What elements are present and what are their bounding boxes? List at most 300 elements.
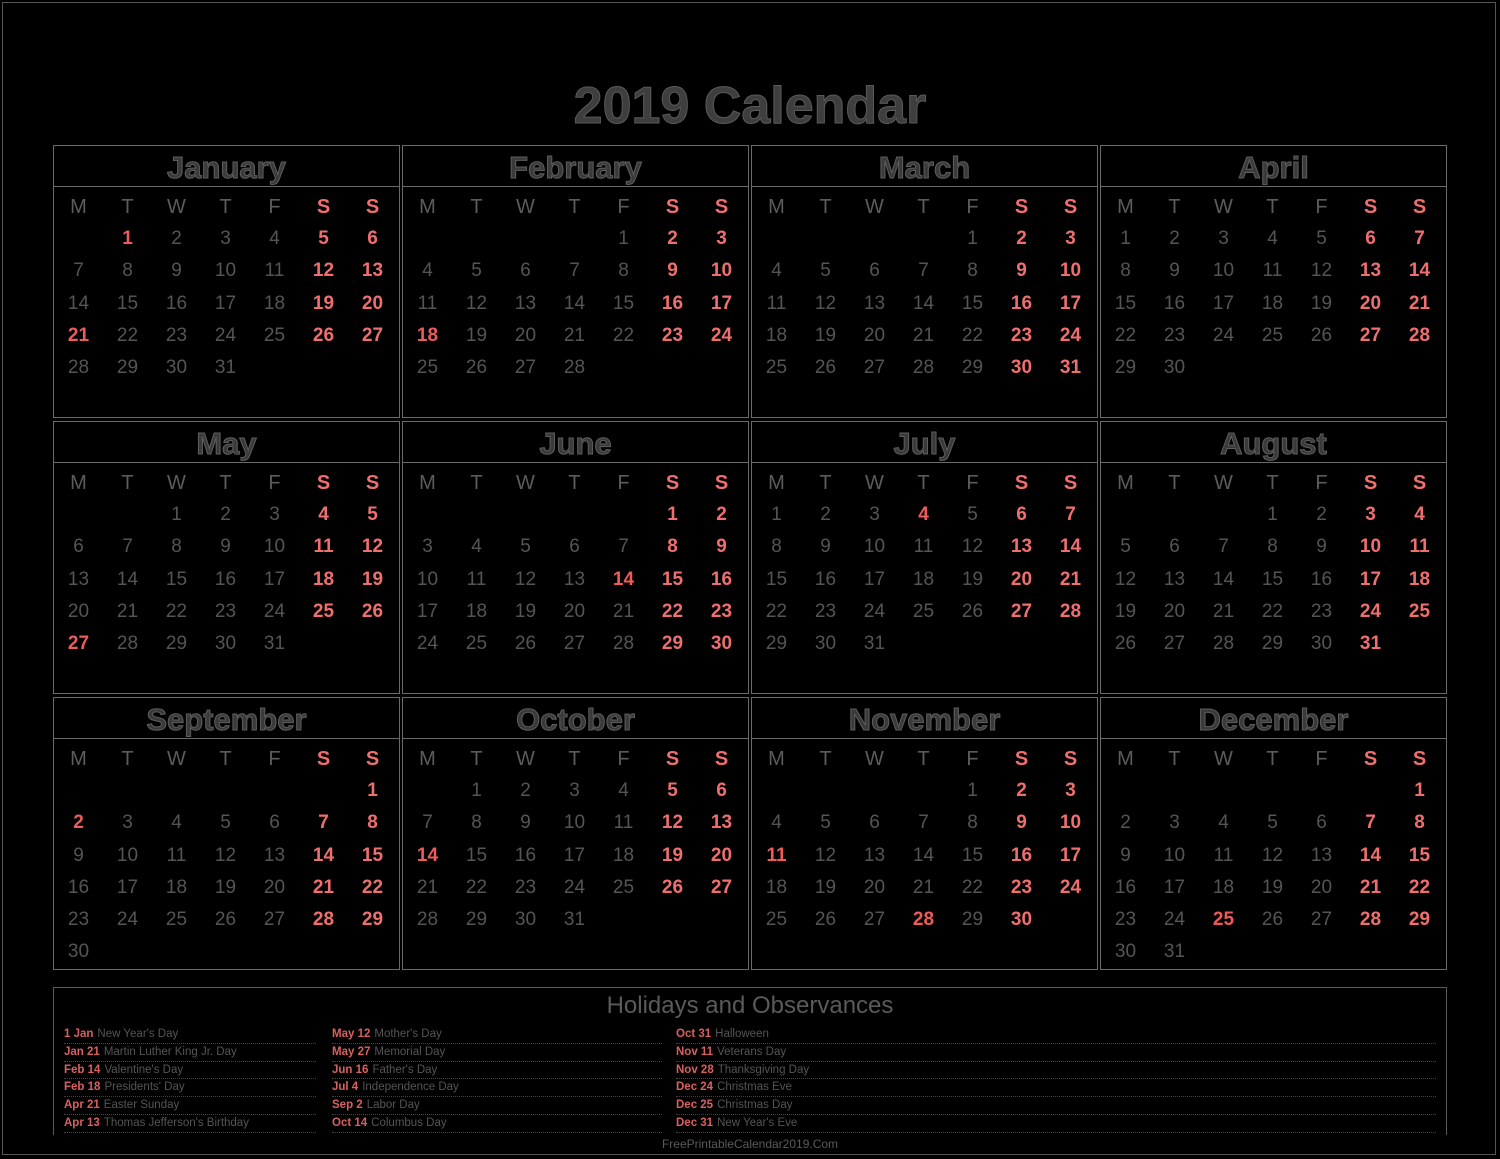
holiday-item bbox=[332, 1097, 662, 1115]
empty-cell bbox=[403, 775, 452, 807]
empty-cell bbox=[1199, 775, 1248, 807]
weekday-header: S bbox=[1412, 472, 1427, 494]
day-cell: 1 bbox=[1120, 228, 1131, 249]
day-cell: 7 bbox=[1414, 228, 1425, 249]
day-cell: 25 bbox=[263, 324, 286, 346]
day-cell: 4 bbox=[171, 812, 182, 834]
holiday-name: Labor Day bbox=[366, 1099, 420, 1112]
day-cell: 7 bbox=[918, 260, 929, 282]
day-cell: 19 bbox=[961, 568, 984, 590]
weekday-header: T bbox=[1266, 196, 1279, 218]
holiday-name: Presidents' Day bbox=[104, 1081, 185, 1094]
weekday-header: T bbox=[1168, 472, 1181, 494]
holiday-date: 1 Jan bbox=[64, 1028, 94, 1040]
day-cell: 11 bbox=[1262, 260, 1283, 282]
day-cell: 12 bbox=[814, 292, 837, 314]
weekday-header: S bbox=[316, 748, 331, 770]
empty-cell bbox=[1297, 775, 1346, 807]
day-cell: 1 bbox=[771, 504, 782, 525]
day-cell: 28 bbox=[1059, 600, 1082, 622]
day-cell: 22 bbox=[116, 324, 139, 346]
empty-cell bbox=[54, 223, 103, 255]
day-cell: 22 bbox=[165, 600, 188, 622]
day-cell: 2 bbox=[1169, 228, 1180, 249]
day-cell: 4 bbox=[1218, 812, 1229, 834]
day-cell: 1 bbox=[967, 780, 978, 801]
day-cell: 28 bbox=[416, 909, 439, 931]
day-cell: 24 bbox=[1163, 909, 1186, 931]
day-cell: 26 bbox=[814, 909, 837, 931]
holiday-item bbox=[64, 1062, 316, 1080]
weekday-header: S bbox=[1063, 196, 1078, 218]
day-cell: 17 bbox=[263, 568, 286, 590]
day-cell: 31 bbox=[1163, 941, 1186, 963]
day-cell: 5 bbox=[367, 504, 378, 525]
holiday-date: May 12 bbox=[332, 1028, 371, 1040]
weekday-header: T bbox=[470, 196, 483, 218]
day-cell: 25 bbox=[312, 600, 335, 622]
day-grid bbox=[1101, 187, 1446, 384]
empty-cell bbox=[403, 499, 452, 531]
day-cell: 27 bbox=[863, 909, 886, 931]
day-cell: 16 bbox=[661, 292, 684, 314]
day-cell: 25 bbox=[465, 633, 488, 655]
weekday-header: M bbox=[1117, 196, 1134, 218]
day-cell: 18 bbox=[1261, 292, 1284, 314]
day-cell: 9 bbox=[1016, 812, 1027, 834]
month-name: April bbox=[1101, 146, 1446, 187]
holiday-name: Memorial Day bbox=[374, 1045, 446, 1058]
holiday-date: Jul 4 bbox=[332, 1081, 359, 1094]
weekday-header: F bbox=[268, 472, 281, 494]
day-cell: 2 bbox=[716, 504, 727, 525]
day-cell: 6 bbox=[569, 536, 580, 558]
day-cell: 23 bbox=[165, 324, 188, 346]
weekday-header: T bbox=[1266, 748, 1279, 770]
month-name: August bbox=[1101, 422, 1446, 463]
day-cell: 23 bbox=[1114, 909, 1137, 931]
day-cell: 7 bbox=[1218, 536, 1229, 558]
day-cell: 2 bbox=[667, 228, 678, 249]
day-cell: 5 bbox=[520, 536, 531, 558]
day-cell: 4 bbox=[471, 536, 482, 558]
day-cell: 20 bbox=[1359, 292, 1382, 314]
weekday-header: W bbox=[865, 196, 884, 218]
day-cell: 28 bbox=[1212, 633, 1235, 655]
day-cell: 14 bbox=[116, 568, 139, 590]
empty-cell bbox=[501, 223, 550, 255]
weekday-header: T bbox=[917, 472, 930, 494]
holiday-column bbox=[332, 1026, 662, 1133]
day-cell: 11 bbox=[1213, 844, 1234, 866]
day-cell: 14 bbox=[912, 844, 935, 866]
footer-credit: FreePrintableCalendar2019.Com bbox=[661, 1137, 839, 1151]
weekday-header: T bbox=[819, 196, 832, 218]
weekday-header: T bbox=[568, 196, 581, 218]
weekday-header: T bbox=[568, 748, 581, 770]
day-cell: 14 bbox=[1059, 536, 1082, 558]
day-cell: 16 bbox=[1114, 876, 1137, 898]
empty-cell bbox=[501, 499, 550, 531]
holiday-date: Dec 25 bbox=[676, 1099, 714, 1112]
weekday-header: T bbox=[917, 196, 930, 218]
weekday-header: F bbox=[617, 748, 630, 770]
day-cell: 13 bbox=[710, 812, 733, 834]
day-cell: 1 bbox=[122, 228, 133, 249]
day-cell: 25 bbox=[1212, 909, 1235, 931]
day-cell: 20 bbox=[1010, 568, 1033, 590]
empty-cell bbox=[54, 499, 103, 531]
day-cell: 12 bbox=[814, 844, 837, 866]
day-cell: 15 bbox=[961, 292, 984, 314]
day-cell: 18 bbox=[165, 876, 188, 898]
month-name: October bbox=[403, 698, 748, 739]
day-cell: 20 bbox=[263, 876, 286, 898]
day-cell: 30 bbox=[1310, 633, 1333, 655]
day-cell: 24 bbox=[1359, 600, 1382, 622]
day-cell: 1 bbox=[171, 504, 182, 525]
holiday-item bbox=[332, 1115, 662, 1133]
weekday-header: W bbox=[1214, 196, 1233, 218]
day-grid bbox=[403, 739, 748, 936]
day-cell: 29 bbox=[765, 633, 788, 655]
day-cell: 22 bbox=[612, 324, 635, 346]
day-cell: 7 bbox=[569, 260, 580, 282]
holiday-date: Dec 24 bbox=[676, 1081, 714, 1094]
day-cell: 22 bbox=[1408, 876, 1431, 898]
weekday-header: M bbox=[1117, 748, 1134, 770]
day-cell: 2 bbox=[73, 812, 84, 834]
day-cell: 14 bbox=[1212, 568, 1235, 590]
weekday-header: F bbox=[617, 472, 630, 494]
day-cell: 3 bbox=[122, 812, 133, 834]
day-cell: 22 bbox=[361, 876, 384, 898]
day-cell: 27 bbox=[514, 357, 537, 379]
day-cell: 25 bbox=[1261, 324, 1284, 346]
day-cell: 16 bbox=[1010, 844, 1033, 866]
day-cell: 28 bbox=[1408, 324, 1431, 346]
weekday-header: W bbox=[1214, 472, 1233, 494]
holiday-item bbox=[332, 1044, 662, 1062]
day-cell: 29 bbox=[165, 633, 188, 655]
month-april bbox=[1100, 145, 1447, 418]
day-cell: 21 bbox=[563, 324, 586, 346]
day-cell: 8 bbox=[122, 260, 133, 282]
day-cell: 6 bbox=[1169, 536, 1180, 558]
day-cell: 25 bbox=[416, 357, 439, 379]
day-cell: 21 bbox=[912, 876, 935, 898]
day-cell: 3 bbox=[716, 228, 727, 249]
day-cell: 9 bbox=[1120, 844, 1131, 866]
day-cell: 30 bbox=[214, 633, 237, 655]
day-cell: 19 bbox=[214, 876, 237, 898]
day-cell: 10 bbox=[1059, 260, 1082, 282]
day-cell: 11 bbox=[417, 292, 438, 314]
day-cell: 25 bbox=[1408, 600, 1431, 622]
day-cell: 9 bbox=[820, 536, 831, 558]
weekday-header: M bbox=[1117, 472, 1134, 494]
holiday-date: Nov 11 bbox=[676, 1045, 714, 1058]
day-cell: 24 bbox=[563, 876, 586, 898]
day-cell: 17 bbox=[214, 292, 237, 314]
day-cell: 19 bbox=[312, 292, 335, 314]
day-cell: 10 bbox=[263, 536, 286, 558]
day-cell: 20 bbox=[863, 324, 886, 346]
day-cell: 2 bbox=[1016, 228, 1027, 249]
weekday-header: M bbox=[70, 748, 87, 770]
day-cell: 18 bbox=[912, 568, 935, 590]
empty-cell bbox=[599, 499, 648, 531]
day-cell: 19 bbox=[814, 324, 837, 346]
day-cell: 30 bbox=[67, 941, 90, 963]
day-cell: 1 bbox=[667, 504, 678, 525]
empty-cell bbox=[850, 775, 899, 807]
day-cell: 12 bbox=[1310, 260, 1333, 282]
weekday-header: W bbox=[516, 472, 535, 494]
day-cell: 14 bbox=[312, 844, 335, 866]
day-cell: 14 bbox=[67, 292, 90, 314]
day-cell: 24 bbox=[863, 600, 886, 622]
weekday-header: W bbox=[865, 748, 884, 770]
day-cell: 9 bbox=[1016, 260, 1027, 282]
holiday-item bbox=[676, 1079, 1436, 1097]
holiday-item bbox=[64, 1026, 316, 1044]
day-cell: 3 bbox=[869, 504, 880, 525]
day-cell: 13 bbox=[263, 844, 286, 866]
holiday-date: Feb 14 bbox=[64, 1063, 101, 1076]
day-cell: 4 bbox=[771, 260, 782, 282]
day-cell: 30 bbox=[514, 909, 537, 931]
day-cell: 30 bbox=[1114, 941, 1137, 963]
day-cell: 13 bbox=[67, 568, 90, 590]
holiday-item bbox=[676, 1044, 1436, 1062]
day-cell: 26 bbox=[312, 324, 335, 346]
day-cell: 30 bbox=[1163, 357, 1186, 379]
day-cell: 23 bbox=[67, 909, 90, 931]
day-grid bbox=[54, 739, 399, 969]
holiday-column bbox=[676, 1026, 1436, 1133]
day-cell: 28 bbox=[912, 357, 935, 379]
holiday-item bbox=[676, 1026, 1436, 1044]
day-cell: 16 bbox=[1310, 568, 1333, 590]
day-cell: 10 bbox=[563, 812, 586, 834]
day-cell: 16 bbox=[710, 568, 733, 590]
empty-cell bbox=[152, 775, 201, 807]
day-cell: 4 bbox=[771, 812, 782, 834]
empty-cell bbox=[1101, 499, 1150, 531]
holiday-item bbox=[332, 1062, 662, 1080]
day-cell: 10 bbox=[1212, 260, 1235, 282]
holiday-date: Sep 2 bbox=[332, 1099, 363, 1112]
day-cell: 13 bbox=[361, 260, 384, 282]
day-grid bbox=[752, 739, 1097, 936]
weekday-header: S bbox=[1063, 472, 1078, 494]
day-cell: 16 bbox=[67, 876, 90, 898]
day-cell: 3 bbox=[422, 536, 433, 558]
month-may bbox=[53, 421, 400, 694]
day-grid bbox=[54, 463, 399, 660]
day-cell: 2 bbox=[520, 780, 531, 801]
day-cell: 7 bbox=[318, 812, 329, 834]
day-cell: 15 bbox=[612, 292, 635, 314]
day-cell: 2 bbox=[220, 504, 231, 525]
day-cell: 8 bbox=[618, 260, 629, 282]
day-cell: 12 bbox=[1261, 844, 1284, 866]
empty-cell bbox=[403, 223, 452, 255]
day-cell: 20 bbox=[514, 324, 537, 346]
day-cell: 15 bbox=[1408, 844, 1431, 866]
day-cell: 30 bbox=[1010, 357, 1033, 379]
holiday-item bbox=[676, 1115, 1436, 1133]
day-cell: 23 bbox=[661, 324, 684, 346]
day-cell: 25 bbox=[612, 876, 635, 898]
month-january bbox=[53, 145, 400, 418]
weekday-header: M bbox=[419, 472, 436, 494]
weekday-header: S bbox=[1014, 472, 1029, 494]
day-cell: 20 bbox=[863, 876, 886, 898]
day-cell: 4 bbox=[269, 228, 280, 249]
day-cell: 14 bbox=[563, 292, 586, 314]
day-cell: 19 bbox=[1261, 876, 1284, 898]
empty-cell bbox=[1150, 499, 1199, 531]
day-cell: 10 bbox=[1163, 844, 1186, 866]
day-cell: 12 bbox=[514, 568, 537, 590]
day-cell: 18 bbox=[765, 876, 788, 898]
day-cell: 4 bbox=[1267, 228, 1278, 249]
day-cell: 24 bbox=[263, 600, 286, 622]
empty-cell bbox=[1199, 499, 1248, 531]
day-cell: 9 bbox=[667, 260, 678, 282]
day-cell: 5 bbox=[1316, 228, 1327, 249]
day-cell: 5 bbox=[967, 504, 978, 525]
day-cell: 23 bbox=[814, 600, 837, 622]
day-cell: 12 bbox=[661, 812, 684, 834]
weekday-header: T bbox=[568, 472, 581, 494]
weekday-header: T bbox=[1266, 472, 1279, 494]
weekday-header: S bbox=[365, 472, 380, 494]
day-cell: 26 bbox=[661, 876, 684, 898]
holiday-item bbox=[64, 1115, 316, 1133]
weekday-header: T bbox=[121, 472, 134, 494]
day-grid bbox=[1101, 739, 1446, 969]
weekday-header: S bbox=[665, 472, 680, 494]
day-cell: 8 bbox=[367, 812, 378, 834]
weekday-header: W bbox=[865, 472, 884, 494]
day-cell: 27 bbox=[1310, 909, 1333, 931]
holiday-name: Christmas Eve bbox=[717, 1081, 792, 1094]
month-september bbox=[53, 697, 400, 970]
day-cell: 13 bbox=[1310, 844, 1333, 866]
day-cell: 8 bbox=[171, 536, 182, 558]
weekday-header: S bbox=[714, 472, 729, 494]
day-cell: 29 bbox=[961, 357, 984, 379]
day-cell: 16 bbox=[214, 568, 237, 590]
day-cell: 12 bbox=[961, 536, 984, 558]
day-cell: 17 bbox=[563, 844, 586, 866]
holiday-date: Dec 31 bbox=[676, 1116, 714, 1129]
day-cell: 22 bbox=[1114, 324, 1137, 346]
day-cell: 27 bbox=[1163, 633, 1186, 655]
holiday-date: Feb 18 bbox=[64, 1081, 101, 1094]
holiday-name: Martin Luther King Jr. Day bbox=[103, 1045, 237, 1058]
day-cell: 13 bbox=[863, 292, 886, 314]
day-cell: 14 bbox=[912, 292, 935, 314]
day-cell: 18 bbox=[416, 324, 439, 346]
day-cell: 17 bbox=[1212, 292, 1235, 314]
day-cell: 26 bbox=[814, 357, 837, 379]
day-cell: 22 bbox=[765, 600, 788, 622]
day-cell: 6 bbox=[1316, 812, 1327, 834]
holiday-item bbox=[332, 1079, 662, 1097]
empty-cell bbox=[550, 223, 599, 255]
day-cell: 21 bbox=[912, 324, 935, 346]
day-cell: 13 bbox=[1010, 536, 1033, 558]
empty-cell bbox=[201, 775, 250, 807]
weekday-header: M bbox=[419, 196, 436, 218]
weekday-header: F bbox=[617, 196, 630, 218]
day-cell: 4 bbox=[918, 504, 929, 525]
day-cell: 30 bbox=[165, 357, 188, 379]
weekday-header: T bbox=[1168, 196, 1181, 218]
day-grid bbox=[403, 463, 748, 660]
day-cell: 30 bbox=[1010, 909, 1033, 931]
day-cell: 29 bbox=[1408, 909, 1431, 931]
day-cell: 5 bbox=[820, 260, 831, 282]
day-cell: 1 bbox=[967, 228, 978, 249]
day-cell: 16 bbox=[1163, 292, 1186, 314]
weekday-header: S bbox=[1014, 748, 1029, 770]
day-cell: 15 bbox=[361, 844, 384, 866]
day-cell: 8 bbox=[771, 536, 782, 558]
weekday-header: M bbox=[768, 196, 785, 218]
day-cell: 6 bbox=[1365, 228, 1376, 249]
day-cell: 6 bbox=[269, 812, 280, 834]
day-cell: 3 bbox=[1169, 812, 1180, 834]
weekday-header: S bbox=[714, 748, 729, 770]
weekday-header: F bbox=[966, 748, 979, 770]
day-cell: 29 bbox=[961, 909, 984, 931]
day-cell: 3 bbox=[1218, 228, 1229, 249]
day-cell: 5 bbox=[1267, 812, 1278, 834]
day-cell: 7 bbox=[1365, 812, 1376, 834]
weekday-header: S bbox=[316, 472, 331, 494]
empty-cell bbox=[1346, 775, 1395, 807]
day-cell: 7 bbox=[618, 536, 629, 558]
day-cell: 19 bbox=[361, 568, 384, 590]
month-name: July bbox=[752, 422, 1097, 463]
holiday-name: Christmas Day bbox=[717, 1099, 793, 1112]
day-cell: 28 bbox=[116, 633, 139, 655]
day-cell: 5 bbox=[820, 812, 831, 834]
day-cell: 16 bbox=[514, 844, 537, 866]
holiday-name: Independence Day bbox=[362, 1081, 459, 1094]
day-cell: 9 bbox=[520, 812, 531, 834]
day-cell: 19 bbox=[661, 844, 684, 866]
weekday-header: T bbox=[917, 748, 930, 770]
day-cell: 9 bbox=[73, 844, 84, 866]
weekday-header: F bbox=[966, 472, 979, 494]
day-cell: 2 bbox=[820, 504, 831, 525]
weekday-header: S bbox=[1363, 196, 1378, 218]
day-cell: 8 bbox=[1267, 536, 1278, 558]
weekday-header: F bbox=[1315, 196, 1328, 218]
day-cell: 16 bbox=[165, 292, 188, 314]
day-cell: 24 bbox=[214, 324, 237, 346]
day-cell: 18 bbox=[263, 292, 286, 314]
day-cell: 27 bbox=[263, 909, 286, 931]
day-cell: 14 bbox=[416, 844, 439, 866]
month-october bbox=[402, 697, 749, 970]
